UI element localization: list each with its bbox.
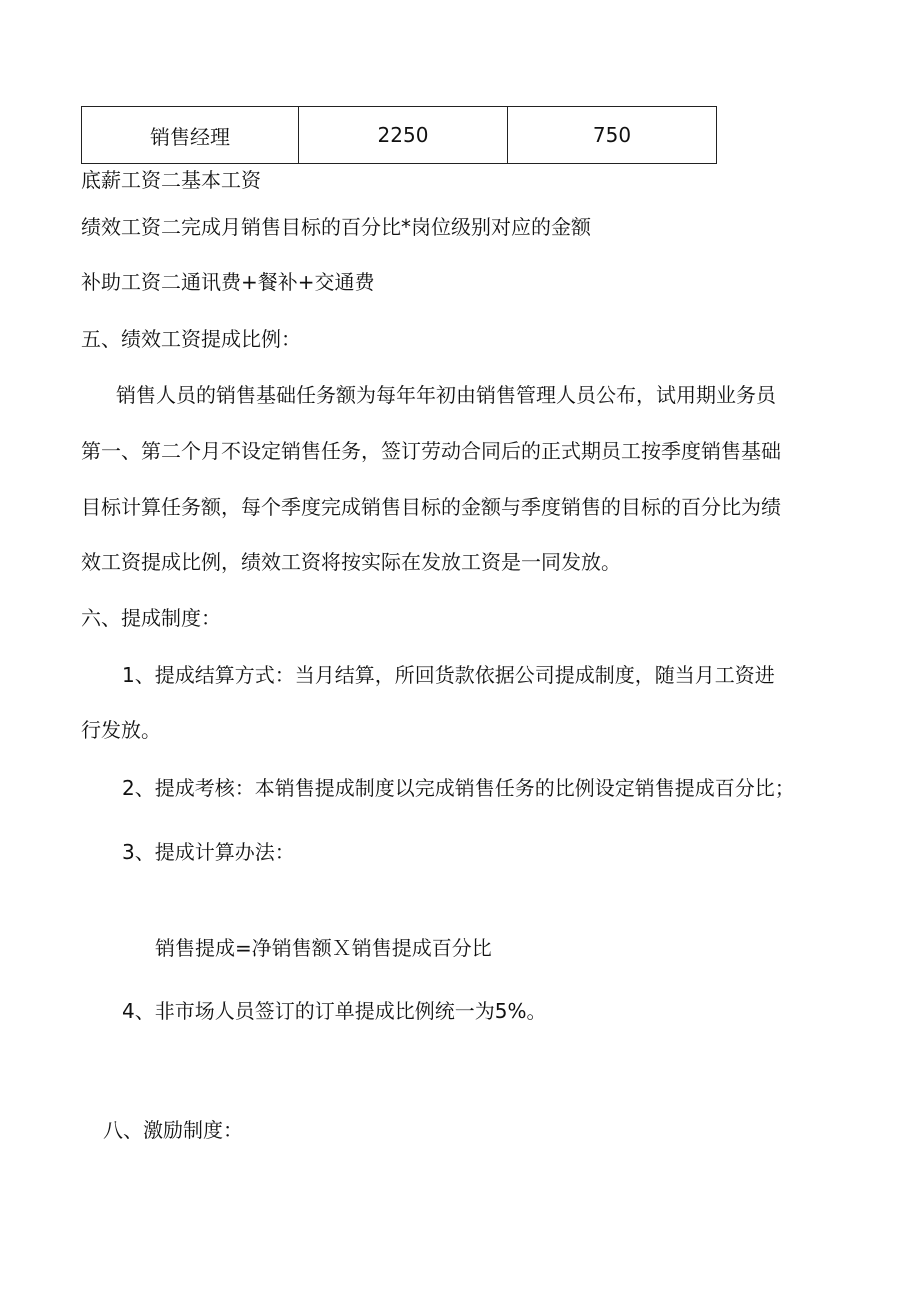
allowance-formula: 补助工资二通讯费+餐补+交通费	[81, 270, 375, 294]
section5-para-line: 效工资提成比例，绩效工资将按实际在发放工资是一同发放。	[81, 550, 621, 574]
section6-item2: 2、提成考核：本销售提成制度以完成销售任务的比例设定销售提成百分比；	[122, 776, 795, 800]
section5-para-line: 第一、第二个月不设定销售任务，签订劳动合同后的正式期员工按季度销售基础	[81, 439, 781, 463]
base-salary-cell: 2250	[299, 107, 508, 164]
section6-heading: 六、提成制度：	[81, 606, 221, 630]
performance-salary-formula: 绩效工资二完成月销售目标的百分比*岗位级别对应的金额	[81, 215, 591, 239]
position-cell: 销售经理	[82, 107, 299, 164]
table-row	[82, 107, 717, 164]
section5-para-line: 目标计算任务额，每个季度完成销售目标的金额与季度销售的目标的百分比为绩	[81, 495, 781, 519]
base-salary-formula: 底薪工资二基本工资	[81, 168, 261, 192]
section6-item3: 3、提成计算办法：	[122, 840, 295, 864]
section6-item1-line: 1、提成结算方式：当月结算，所回货款依据公司提成制度，随当月工资进	[122, 663, 775, 687]
section5-para-line: 销售人员的销售基础任务额为每年年初由销售管理人员公布，试用期业务员	[116, 383, 776, 407]
commission-formula: 销售提成=净销售额Ｘ销售提成百分比	[155, 936, 492, 960]
salary-table	[81, 106, 717, 164]
section8-heading: 八、激励制度：	[103, 1118, 243, 1142]
section6-item1-line: 行发放。	[81, 718, 161, 742]
section6-item4: 4、非市场人员签订的订单提成比例统一为5%。	[122, 999, 547, 1023]
section5-heading: 五、绩效工资提成比例：	[81, 327, 301, 351]
allowance-cell: 750	[508, 107, 717, 164]
